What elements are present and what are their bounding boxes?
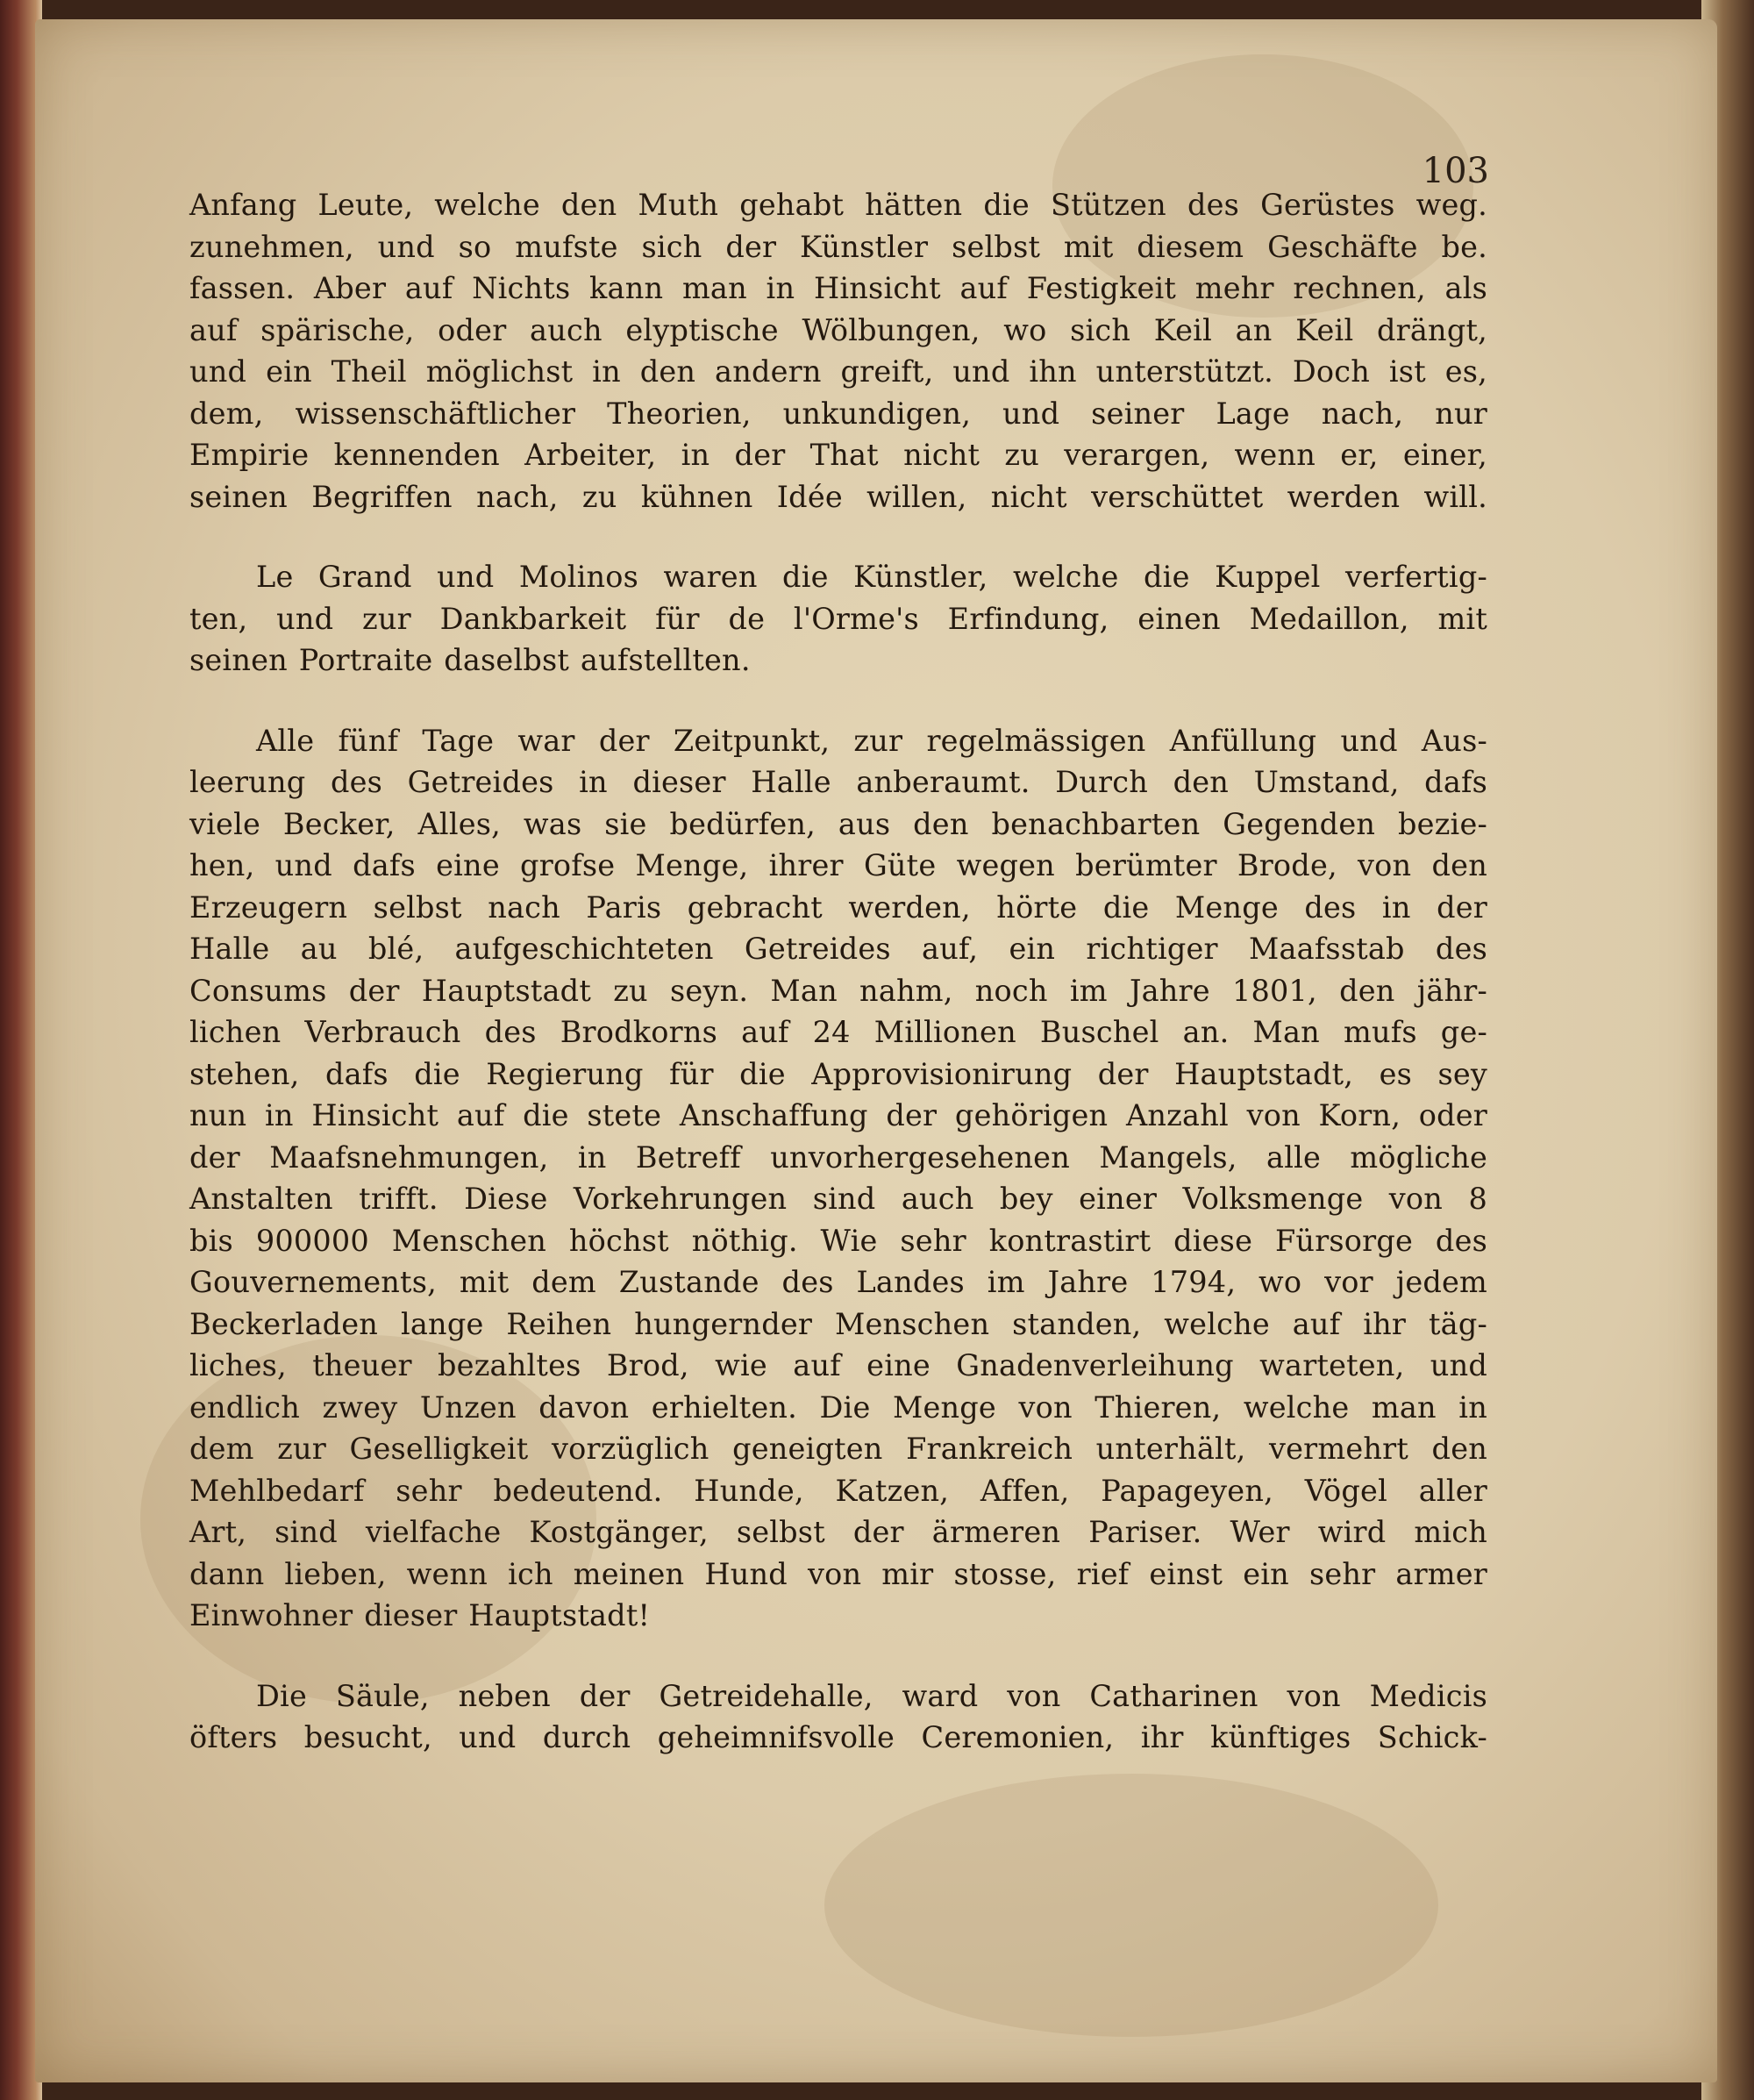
text-line: Art, sind vielfache Kostgänger, selbst der ärmeren Pariser. Wer wird mich [189,1515,1487,1549]
paragraph-4 [189,1675,1487,1759]
text-line: nun in Hinsicht auf die stete Anschaffung der gehörigen Anzahl von Korn, oder [189,1098,1487,1132]
text-line: dann lieben, wenn ich meinen Hund von mir stosse, rief einst ein sehr armer [189,1556,1487,1591]
text-line: Anstalten trifft. Diese Vorkehrungen sind auch bey einer Volksmenge von 8 [189,1182,1487,1216]
text-line: Anfang Leute, welche den Muth gehabt hätten die Stützen des Gerüstes weg. [189,188,1487,222]
text-line: lichen Verbrauch des Brodkorns auf 24 Millionen Buschel an. Man mufs ge- [189,1015,1487,1049]
text-line: der Maafsnehmungen, in Betreff unvorhergesehenen Mangels, alle mögliche [189,1139,1487,1175]
text-line: Mehlbedarf sehr bedeutend. Hunde, Katzen, Affen, Papageyen, Vögel aller [189,1473,1487,1508]
text-line: dem zur Geselligkeit vorzüglich geneigten Frankreich unterhält, vermehrt den [189,1432,1487,1466]
text-line: Erzeugern selbst nach Paris gebracht werden, hörte die Menge des in der [189,889,1487,925]
text-line: dem, wissenschäftlicher Theorien, unkundigen, und seiner Lage nach, nur [189,396,1487,431]
text-line: seinen Portraite daselbst aufstellten. [189,643,751,677]
text-line: Einwohner dieser Hauptstadt! [189,1598,651,1632]
text-line: öfters besucht, und durch geheimnifsvolle Ceremonien, ihr künftiges Schick- [189,1720,1487,1754]
paper-stain [824,1774,1438,2037]
text-line: endlich zwey Unzen davon erhielten. Die Menge von Thieren, welche man in [189,1389,1487,1425]
text-line: seinen Begriffen nach, zu kühnen Idée willen, nicht verschüttet werden will. [189,479,1487,514]
text-line: Empirie kennenden Arbeiter, in der That nicht zu verargen, wenn er, einer, [189,438,1487,472]
text-line: hen, und dafs eine grofse Menge, ihrer Güte wegen berümter Brode, von den [189,848,1487,882]
text-line: Gouvernements, mit dem Zustande des Landes im Jahre 1794, wo vor jedem [189,1265,1487,1299]
text-line: Consums der Hauptstadt zu seyn. Man nahm, noch im Jahre 1801, den jähr- [189,973,1487,1008]
text-line: fassen. Aber auf Nichts kann man in Hinsicht auf Festigkeit mehr rechnen, als [189,271,1487,305]
text-line: Beckerladen lange Reihen hungernder Menschen standen, welche auf ihr täg- [189,1306,1487,1341]
text-line: und ein Theil möglichst in den andern greift, und ihn unterstützt. Doch ist es, [189,354,1487,389]
text-line: Alle fünf Tage war der Zeitpunkt, zur regelmässigen Anfüllung und Aus- [256,723,1487,758]
text-line: Le Grand und Molinos waren die Künstler, welche die Kuppel verfertig- [256,560,1487,594]
text-line: leerung des Getreides in dieser Halle anberaumt. Durch den Umstand, dafs [189,765,1487,799]
paragraph-3 [189,720,1487,1637]
body-text [189,184,1487,1759]
text-line: Halle au blé, aufgeschichteten Getreides auf, ein richtiger Maafsstab des [189,932,1487,966]
text-line: Die Säule, neben der Getreidehalle, ward von Catharinen von Medicis [256,1678,1487,1713]
paragraph-2 [189,556,1487,682]
text-line: viele Becker, Alles, was sie bedürfen, aus den benachbarten Gegenden bezie- [189,806,1487,841]
paragraph-1 [189,184,1487,518]
page-number: 103 [1422,151,1489,191]
text-line: zunehmen, und so mufste sich der Künstler selbst mit diesem Geschäfte be. [189,229,1487,264]
text-line: liches, theuer bezahltes Brod, wie auf eine Gnadenverleihung warteten, und [189,1348,1487,1382]
text-line: auf spärische, oder auch elyptische Wölbungen, wo sich Keil an Keil drängt, [189,312,1487,347]
page-paper [35,19,1717,2082]
text-line: stehen, dafs die Regierung für die Approvisionirung der Hauptstadt, es sey [189,1056,1487,1091]
text-line: bis 900000 Menschen höchst nöthig. Wie sehr kontrastirt diese Fürsorge des [189,1223,1487,1258]
text-line: ten, und zur Dankbarkeit für de l'Orme's Erfindung, einen Medaillon, mit [189,601,1487,636]
